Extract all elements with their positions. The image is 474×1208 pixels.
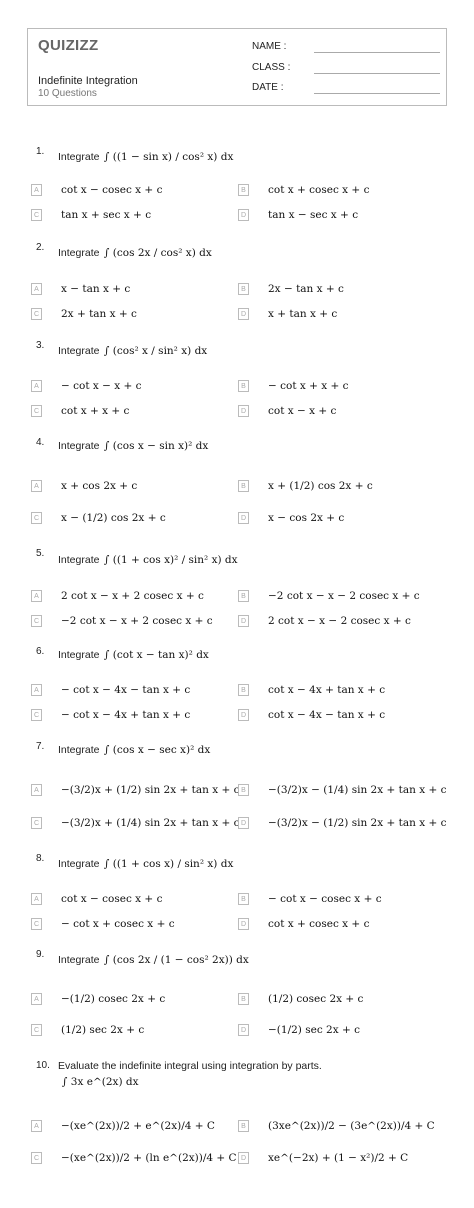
date-field: DATE : bbox=[252, 82, 283, 93]
answer-option-a[interactable] bbox=[31, 1120, 231, 1134]
option-letter-badge: A bbox=[31, 1120, 42, 1132]
option-letter-badge: A bbox=[31, 784, 42, 796]
option-letter-badge: B bbox=[238, 893, 249, 905]
option-text: −(xe^(2x))/2 + e^(2x)/4 + C bbox=[61, 1120, 215, 1132]
answer-option-a[interactable] bbox=[31, 684, 231, 698]
question-prompt: Integrate bbox=[58, 554, 100, 566]
question-number: 7. bbox=[36, 741, 45, 752]
answer-option-c[interactable] bbox=[31, 615, 231, 629]
option-text: x + cos 2x + c bbox=[61, 480, 138, 492]
answer-option-d[interactable] bbox=[238, 512, 438, 526]
answer-option-a[interactable] bbox=[31, 893, 231, 907]
option-letter-badge: C bbox=[31, 405, 42, 417]
question-expression: ∫ (cos 2x / cos² x) dx bbox=[104, 247, 212, 259]
option-text: −(xe^(2x))/2 + (ln e^(2x))/4 + C bbox=[61, 1152, 237, 1164]
option-letter-badge: A bbox=[31, 283, 42, 295]
answer-option-b[interactable] bbox=[238, 184, 438, 198]
option-letter-badge: B bbox=[238, 380, 249, 392]
question-number: 10. bbox=[36, 1060, 50, 1071]
answer-option-d[interactable] bbox=[238, 405, 438, 419]
option-letter-badge: D bbox=[238, 308, 249, 320]
option-text: cot x − cosec x + c bbox=[61, 893, 163, 905]
option-letter-badge: C bbox=[31, 709, 42, 721]
option-letter-badge: D bbox=[238, 709, 249, 721]
option-text: − cot x + x + c bbox=[268, 380, 349, 392]
option-text: −(3/2)x − (1/4) sin 2x + tan x + c bbox=[268, 784, 447, 796]
option-letter-badge: B bbox=[238, 184, 249, 196]
answer-option-a[interactable] bbox=[31, 993, 231, 1007]
option-letter-badge: A bbox=[31, 184, 42, 196]
quizizz-logo: QUIZIZZ bbox=[38, 37, 99, 54]
question-prompt: Evaluate the indefinite integral using integration by parts. bbox=[58, 1060, 322, 1072]
option-letter-badge: D bbox=[238, 918, 249, 930]
answer-option-b[interactable] bbox=[238, 784, 447, 798]
question-number: 4. bbox=[36, 437, 45, 448]
option-text: xe^(−2x) + (1 − x²)/2 + C bbox=[268, 1152, 409, 1164]
option-letter-badge: C bbox=[31, 209, 42, 221]
option-letter-badge: D bbox=[238, 1024, 249, 1036]
option-text: (3xe^(2x))/2 − (3e^(2x))/4 + C bbox=[268, 1120, 435, 1132]
answer-option-b[interactable] bbox=[238, 380, 438, 394]
option-letter-badge: B bbox=[238, 1120, 249, 1132]
answer-option-a[interactable] bbox=[31, 784, 240, 798]
option-text: cot x + cosec x + c bbox=[268, 918, 370, 930]
option-letter-badge: D bbox=[238, 209, 249, 221]
worksheet-title: Indefinite Integration bbox=[38, 75, 138, 87]
option-text: −(1/2) cosec 2x + c bbox=[61, 993, 166, 1005]
question-prompt: Integrate bbox=[58, 954, 100, 966]
answer-option-d[interactable] bbox=[238, 1152, 438, 1166]
option-text: 2 cot x − x + 2 cosec x + c bbox=[61, 590, 204, 602]
option-letter-badge: D bbox=[238, 405, 249, 417]
option-letter-badge: B bbox=[238, 480, 249, 492]
option-letter-badge: B bbox=[238, 283, 249, 295]
option-text: cot x − x + c bbox=[268, 405, 337, 417]
answer-option-c[interactable] bbox=[31, 209, 231, 223]
answer-option-b[interactable] bbox=[238, 893, 438, 907]
answer-option-a[interactable] bbox=[31, 283, 231, 297]
worksheet-header bbox=[27, 28, 447, 106]
answer-option-d[interactable] bbox=[238, 1024, 438, 1038]
option-text: −2 cot x − x + 2 cosec x + c bbox=[61, 615, 213, 627]
option-text: − cot x − 4x − tan x + c bbox=[61, 684, 191, 696]
option-text: (1/2) cosec 2x + c bbox=[268, 993, 364, 1005]
answer-option-b[interactable] bbox=[238, 590, 438, 604]
question-expression: ∫ ((1 + cos x)² / sin² x) dx bbox=[104, 554, 238, 566]
answer-option-b[interactable] bbox=[238, 684, 438, 698]
answer-option-d[interactable] bbox=[238, 817, 447, 831]
answer-option-b[interactable] bbox=[238, 1120, 438, 1134]
option-letter-badge: A bbox=[31, 380, 42, 392]
option-letter-badge: D bbox=[238, 512, 249, 524]
class-field: CLASS : bbox=[252, 62, 290, 73]
answer-option-c[interactable] bbox=[31, 405, 231, 419]
answer-option-c[interactable] bbox=[31, 918, 231, 932]
option-letter-badge: A bbox=[31, 893, 42, 905]
option-text: −(3/2)x + (1/4) sin 2x + tan x + c bbox=[61, 817, 240, 829]
option-text: (1/2) sec 2x + c bbox=[61, 1024, 145, 1036]
answer-option-b[interactable] bbox=[238, 480, 438, 494]
option-letter-badge: A bbox=[31, 590, 42, 602]
option-letter-badge: B bbox=[238, 993, 249, 1005]
option-text: cot x − 4x + tan x + c bbox=[268, 684, 386, 696]
answer-option-a[interactable] bbox=[31, 590, 231, 604]
option-letter-badge: B bbox=[238, 784, 249, 796]
option-text: tan x − sec x + c bbox=[268, 209, 359, 221]
answer-option-c[interactable] bbox=[31, 308, 231, 322]
answer-option-c[interactable] bbox=[31, 709, 231, 723]
option-text: −(3/2)x + (1/2) sin 2x + tan x + c bbox=[61, 784, 240, 796]
option-letter-badge: C bbox=[31, 512, 42, 524]
question-number: 2. bbox=[36, 242, 45, 253]
answer-option-c[interactable] bbox=[31, 512, 231, 526]
option-text: −(3/2)x − (1/2) sin 2x + tan x + c bbox=[268, 817, 447, 829]
name-field: NAME : bbox=[252, 41, 286, 52]
question-prompt: Integrate bbox=[58, 440, 100, 452]
question-expression: ∫ ((1 − sin x) / cos² x) dx bbox=[104, 151, 234, 163]
option-text: 2x − tan x + c bbox=[268, 283, 344, 295]
option-text: − cot x − x + c bbox=[61, 380, 142, 392]
option-text: 2 cot x − x − 2 cosec x + c bbox=[268, 615, 411, 627]
option-text: − cot x − 4x + tan x + c bbox=[61, 709, 191, 721]
option-text: cot x + x + c bbox=[61, 405, 130, 417]
answer-option-d[interactable] bbox=[238, 308, 438, 322]
option-text: x + (1/2) cos 2x + c bbox=[268, 480, 373, 492]
question-prompt: Integrate bbox=[58, 744, 100, 756]
answer-option-d[interactable] bbox=[238, 209, 438, 223]
question-expression: ∫ (cos x − sec x)² dx bbox=[104, 744, 211, 756]
question-number: 8. bbox=[36, 853, 45, 864]
option-letter-badge: D bbox=[238, 1152, 249, 1164]
option-text: cot x − cosec x + c bbox=[61, 184, 163, 196]
option-letter-badge: A bbox=[31, 480, 42, 492]
question-number: 6. bbox=[36, 646, 45, 657]
question-expression: ∫ (cos² x / sin² x) dx bbox=[104, 345, 208, 357]
option-letter-badge: D bbox=[238, 615, 249, 627]
question-prompt: Integrate bbox=[58, 247, 100, 259]
option-letter-badge: C bbox=[31, 918, 42, 930]
question-prompt: Integrate bbox=[58, 151, 100, 163]
answer-option-d[interactable] bbox=[238, 615, 438, 629]
answer-option-b[interactable] bbox=[238, 993, 438, 1007]
answer-option-b[interactable] bbox=[238, 283, 438, 297]
option-text: − cot x + cosec x + c bbox=[61, 918, 175, 930]
option-letter-badge: D bbox=[238, 817, 249, 829]
option-text: −2 cot x − x − 2 cosec x + c bbox=[268, 590, 420, 602]
option-letter-badge: C bbox=[31, 308, 42, 320]
option-letter-badge: B bbox=[238, 590, 249, 602]
option-letter-badge: B bbox=[238, 684, 249, 696]
question-expression: ∫ (cos 2x / (1 − cos² 2x)) dx bbox=[104, 954, 249, 966]
option-text: − cot x − cosec x + c bbox=[268, 893, 382, 905]
option-text: x + tan x + c bbox=[268, 308, 338, 320]
option-text: x − tan x + c bbox=[61, 283, 131, 295]
question-expression: ∫ (cot x − tan x)² dx bbox=[104, 649, 209, 661]
option-letter-badge: C bbox=[31, 817, 42, 829]
option-text: x − (1/2) cos 2x + c bbox=[61, 512, 166, 524]
option-text: −(1/2) sec 2x + c bbox=[268, 1024, 361, 1036]
question-number: 3. bbox=[36, 340, 45, 351]
question-expression: ∫ ((1 + cos x) / sin² x) dx bbox=[104, 858, 234, 870]
option-text: x − cos 2x + c bbox=[268, 512, 345, 524]
question-expression: ∫ 3x e^(2x) dx bbox=[62, 1076, 139, 1088]
worksheet-subtitle: 10 Questions bbox=[38, 88, 97, 99]
option-letter-badge: C bbox=[31, 1152, 42, 1164]
answer-option-a[interactable] bbox=[31, 184, 231, 198]
question-number: 1. bbox=[36, 146, 45, 157]
question-expression: ∫ (cos x − sin x)² dx bbox=[104, 440, 209, 452]
option-letter-badge: C bbox=[31, 615, 42, 627]
option-text: tan x + sec x + c bbox=[61, 209, 152, 221]
option-text: cot x − 4x − tan x + c bbox=[268, 709, 386, 721]
option-text: 2x + tan x + c bbox=[61, 308, 137, 320]
option-text: cot x + cosec x + c bbox=[268, 184, 370, 196]
question-number: 5. bbox=[36, 548, 45, 559]
answer-option-c[interactable] bbox=[31, 1152, 237, 1166]
answer-option-a[interactable] bbox=[31, 380, 231, 394]
answer-option-d[interactable] bbox=[238, 709, 438, 723]
question-number: 9. bbox=[36, 949, 45, 960]
answer-option-c[interactable] bbox=[31, 817, 240, 831]
answer-option-d[interactable] bbox=[238, 918, 438, 932]
option-letter-badge: C bbox=[31, 1024, 42, 1036]
option-letter-badge: A bbox=[31, 684, 42, 696]
question-prompt: Integrate bbox=[58, 858, 100, 870]
question-prompt: Integrate bbox=[58, 345, 100, 357]
answer-option-c[interactable] bbox=[31, 1024, 231, 1038]
answer-option-a[interactable] bbox=[31, 480, 231, 494]
question-prompt: Integrate bbox=[58, 649, 100, 661]
option-letter-badge: A bbox=[31, 993, 42, 1005]
